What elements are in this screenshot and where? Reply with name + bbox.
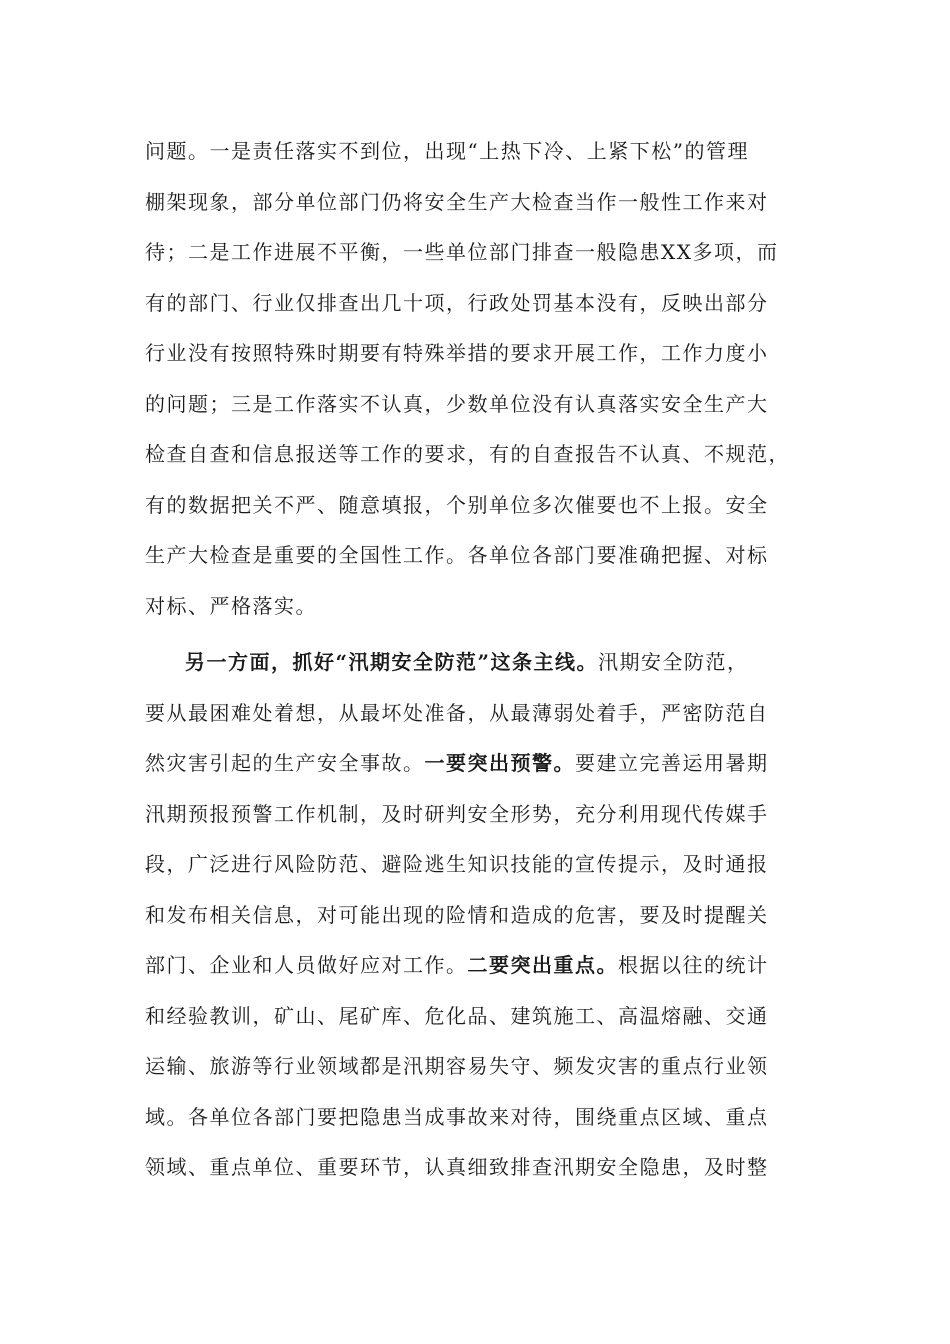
paragraph-problems [145,126,825,631]
paragraph-line: 运输、旅游等行业领域都是汛期容易失守、频发灾害的重点行业领 [145,1054,769,1078]
paragraph-line: 域。各单位各部门要把隐患当成事故来对待，围绕重点区域、重点 [145,1104,769,1129]
inline-text: 汛期安全防范， [598,650,749,674]
paragraph-line: 检查自查和信息报送等工作的要求，有的自查报告不认真、不规范， [145,442,790,466]
paragraph-line: 对标、严格落实。 [145,593,317,618]
section-heading: 另一方面，抓好“汛期安全防范”这条主线。 [185,650,599,674]
paragraph-line: 要从最困难处着想，从最坏处准备，从最薄弱处着手，严密防范自 [145,700,769,725]
paragraph-line: 和发布相关信息，对可能出现的险情和造成的危害，要及时提醒关 [145,902,769,927]
paragraph-line: 段，广泛进行风险防范、避险逃生知识技能的宣传提示，及时通报 [145,852,769,876]
paragraph-line [145,738,825,789]
paragraph-line: 棚架现象，部分单位部门仍将安全生产大检查当作一般性工作来对 [145,189,769,214]
paragraph-line: 有的数据把关不严、随意填报，个别单位多次催要也不上报。安全 [145,492,769,517]
inline-text: 部门、企业和人员做好应对工作。 [145,953,468,977]
paragraph-flood-safety [145,637,825,1193]
paragraph-line: 待；二是工作进展不平衡，一些单位部门排查一般隐患XX多项，而 [145,240,779,264]
paragraph-line [145,940,825,991]
paragraph-line: 领域、重点单位、重要环节，认真细致排查汛期安全隐患，及时整 [145,1155,769,1179]
paragraph-line: 问题。一是责任落实不到位，出现“上热下冷、上紧下松”的管理 [145,139,749,163]
point-heading-focus: 二要突出重点。 [467,953,618,977]
paragraph-line: 和经验教训，矿山、尾矿库、危化品、建筑施工、高温熔融、交通 [145,1003,769,1028]
paragraph-line: 行业没有按照特殊时期要有特殊举措的要求开展工作，工作力度小 [145,341,769,365]
paragraph-line [145,637,825,688]
inline-text: 根据以往的统计 [618,953,769,977]
inline-text: 要建立完善运用暑期 [575,751,769,775]
paragraph-line: 的问题；三是工作落实不认真，少数单位没有认真落实安全生产大 [145,391,769,416]
paragraph-line: 汛期预报预警工作机制，及时研判安全形势，充分利用现代传媒手 [145,801,769,826]
paragraph-line: 生产大检查是重要的全国性工作。各单位各部门要准确把握、对标 [145,543,769,567]
paragraph-line: 有的部门、行业仅排查出几十项，行政处罚基本没有，反映出部分 [145,290,769,315]
inline-text: 然灾害引起的生产安全事故。 [145,751,425,775]
point-heading-warning: 一要突出预警。 [424,751,575,775]
